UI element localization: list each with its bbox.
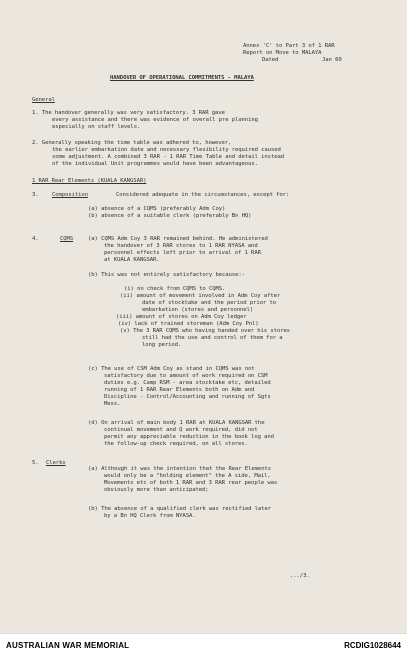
annex-line-1: Annex 'C' to Part 3 of 1 RAR bbox=[243, 43, 335, 49]
cqms-b-ii-line: date of stocktake and the period prior to bbox=[142, 300, 276, 306]
cqms-heading: CQMS bbox=[60, 236, 74, 242]
para-2-line: the earlier embarkation date and necessary flexibility required caused bbox=[52, 147, 281, 153]
cqms-a-line: personnel effects left prior to arrival of 1 RAR bbox=[104, 250, 261, 256]
archive-record-id: RCDIG1028644 bbox=[344, 641, 401, 650]
para-1-line: every assistance and there was evidence of overall pre planning bbox=[52, 117, 258, 123]
cqms-b-iv: (iv) lack of trained storeman (Adm Coy Pnl) bbox=[118, 321, 259, 327]
cqms-a-line: (a) CQMS Adm Coy 3 RAR remained behind. He administered bbox=[88, 236, 268, 242]
annex-date-value: Jan 60 bbox=[322, 57, 342, 63]
para-1-line: especially on staff levels. bbox=[52, 124, 141, 130]
clerks-a-line: would only be a "holding element" the A side, Mail, bbox=[104, 473, 271, 479]
cqms-c-line: duties e.g. Camp RSM - area stocktake etc, detailed bbox=[104, 380, 271, 386]
composition-item-b: (b) absence of a suitable clerk (preferably Bn HQ) bbox=[88, 213, 252, 219]
cqms-d-line: continual movement and Q work required, did not bbox=[104, 427, 258, 433]
cqms-d-line: (d) On arrival of main body 1 RAR at KUALA KANGSAR the bbox=[88, 420, 265, 426]
cqms-c-line: satisfactory due to amount of work required on CSM bbox=[104, 373, 268, 379]
para-2-line: of the individual Unit programmes would have been advantageous. bbox=[52, 161, 258, 167]
page-continuation: .../3. bbox=[290, 573, 310, 579]
para-1-line: 1. The handover generally was very satisfactory. 3 RAR gave bbox=[32, 110, 225, 116]
clerks-a-line: obviously more than anticipated; bbox=[104, 487, 209, 493]
cqms-d-line: the follow-up check required, on all stores. bbox=[104, 441, 248, 447]
composition-heading: Composition bbox=[52, 192, 88, 198]
cqms-c-line: running of 1 RAR Rear Elements both on Adm and bbox=[104, 387, 255, 393]
cqms-b-v-line: still had the use and control of them for a bbox=[142, 335, 283, 341]
clerks-heading: Clerks bbox=[46, 460, 66, 466]
para-3-number: 3. bbox=[32, 192, 39, 198]
cqms-c-line: Mess. bbox=[104, 401, 121, 407]
para-4-number: 4. bbox=[32, 236, 39, 242]
general-heading: General bbox=[32, 97, 55, 103]
cqms-a-line: the handover of 3 RAR stores to 1 RAR NYASA and bbox=[104, 243, 258, 249]
clerks-b-line: (b) The absence of a qualified clerk was rectified later bbox=[88, 506, 271, 512]
clerks-b-line: by a Bn HQ Clerk from NYASA. bbox=[104, 513, 196, 519]
para-2-line: some adjustment. A combined 3 RAR - 1 RAR Time Table and detail instead bbox=[52, 154, 285, 160]
archive-footer bbox=[0, 633, 407, 654]
cqms-b-iii: (iii) amount of stores on Adm Coy ledger bbox=[116, 314, 247, 320]
cqms-d-line: permit any appreciable reduction in the book log and bbox=[104, 434, 274, 440]
clerks-a-line: (a) Although it was the intention that the Rear Elements bbox=[88, 466, 271, 472]
cqms-b-v-line: long period. bbox=[142, 342, 182, 348]
document-title: HANDOVER OF OPERATIONAL COMMITMENTS - MALAYA bbox=[110, 75, 254, 81]
archive-name: AUSTRALIAN WAR MEMORIAL bbox=[6, 641, 130, 650]
composition-item-a: (a) absence of a CQMS (preferably Adm Coy) bbox=[88, 206, 226, 212]
cqms-b-ii-line: (ii) amount of movement involved in Adm Coy after bbox=[120, 293, 281, 299]
cqms-c-line: Discipline - Control/Accounting and running of Sgts bbox=[104, 394, 271, 400]
clerks-a-line: Movements etc of both 1 RAR and 3 RAR rear people was bbox=[104, 480, 278, 486]
annex-line-2: Report on Move to MALAYA bbox=[243, 50, 322, 56]
cqms-b-intro: (b) This was not entirely satisfactory because:- bbox=[88, 272, 245, 278]
cqms-c-line: (c) The use of CSM Adm Coy as stand in CQMS was not bbox=[88, 366, 255, 372]
para-2-line: 2. Generally speaking the time table was adhered to, however, bbox=[32, 140, 232, 146]
para-5-number: 5. bbox=[32, 460, 39, 466]
annex-dated-label: Dated bbox=[262, 57, 279, 63]
cqms-b-ii-line: embarkation (stores and personnel) bbox=[142, 307, 254, 313]
composition-text: Considered adequate in the circumstances, except for: bbox=[116, 192, 290, 198]
cqms-b-i: (i) no check from CQMS to CQMS. bbox=[124, 286, 226, 292]
cqms-b-v-line: (v) The 3 RAR CQMS who having handed over his stores bbox=[120, 328, 290, 334]
cqms-a-line: at KUALA KANGSAR. bbox=[104, 257, 160, 263]
rear-elements-heading: 1 RAR Rear Elements (KUALA KANGSAR) bbox=[32, 178, 147, 184]
